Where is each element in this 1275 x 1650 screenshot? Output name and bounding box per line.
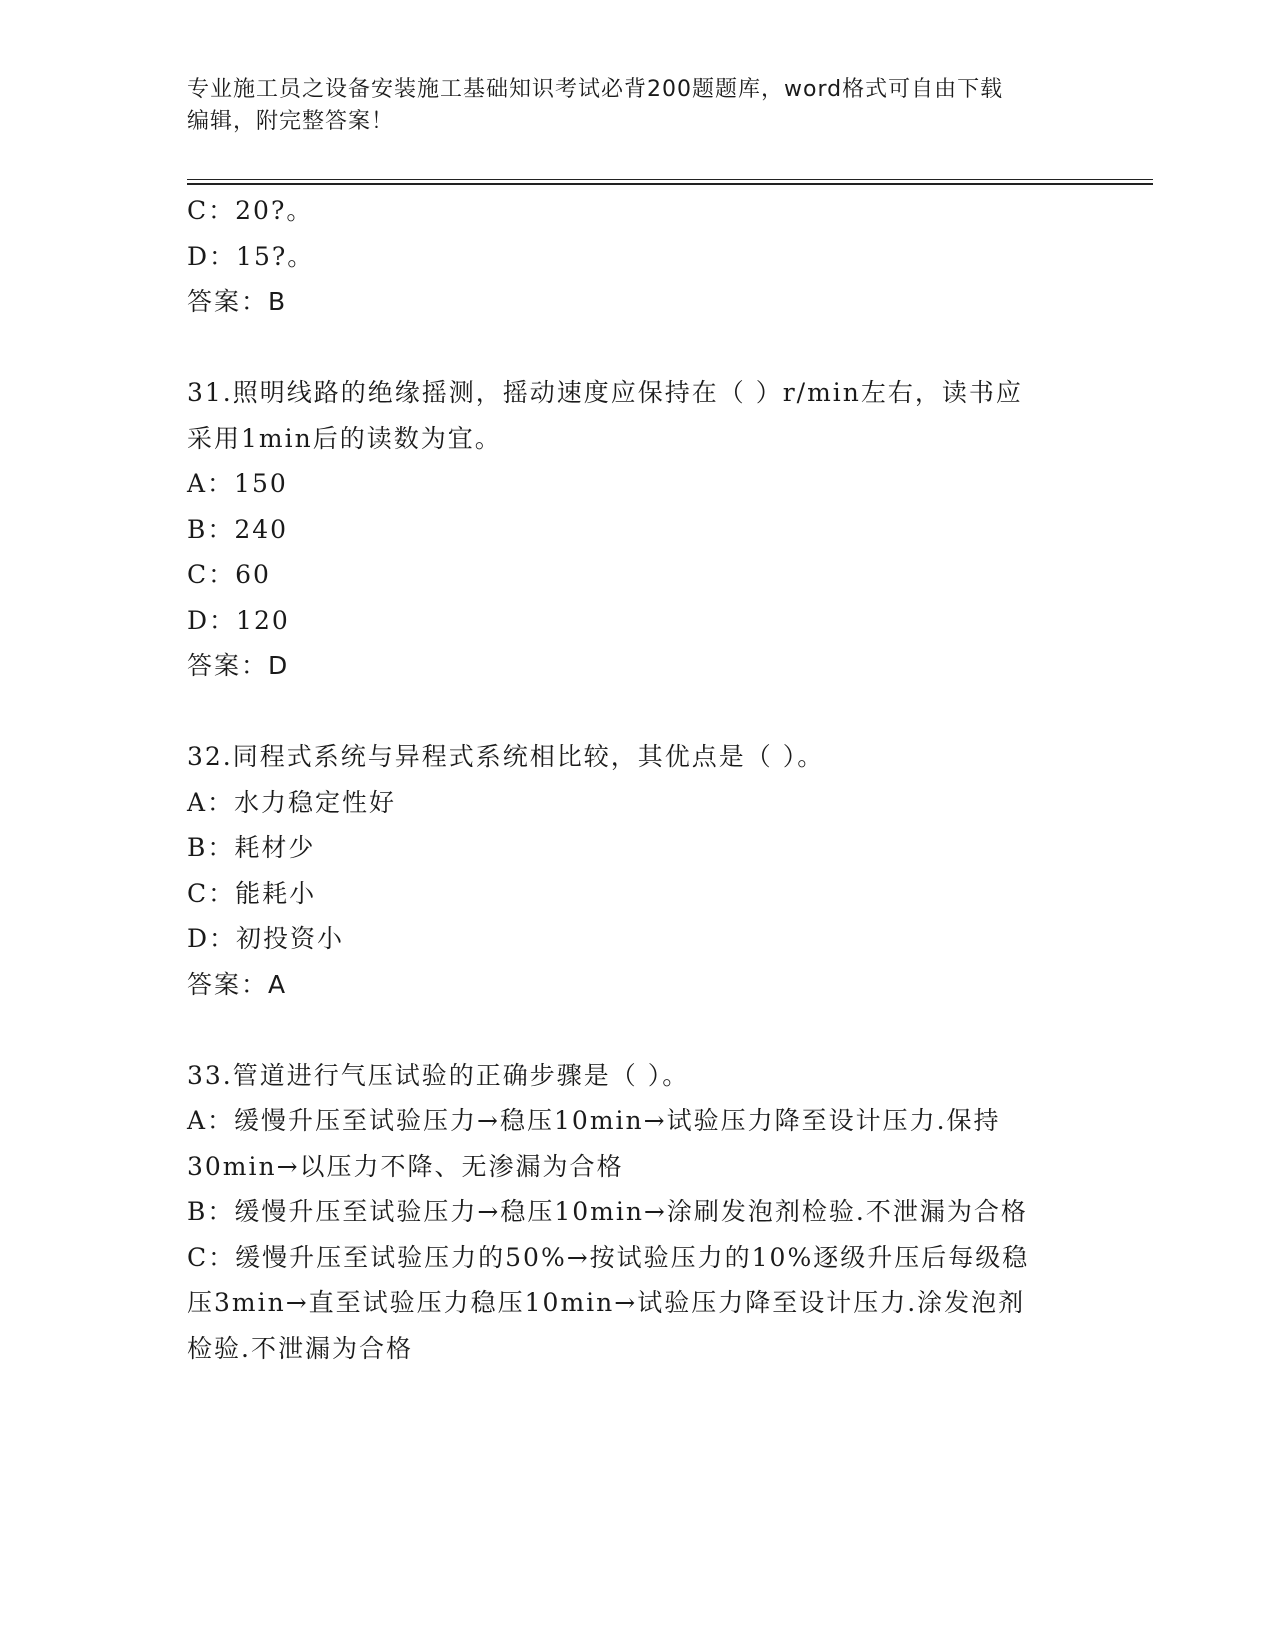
q30-option-d: D：15?。: [187, 241, 315, 271]
document-header: [187, 74, 1087, 138]
spacer: [187, 325, 1087, 371]
q32-answer: 答案：A: [187, 969, 288, 999]
q30-answer: 答案：B: [187, 287, 288, 316]
q31-option-d: D：120: [187, 605, 290, 635]
q32-option-c: C：能耗小: [187, 878, 317, 908]
q31-stem-line-1: 31.照明线路的绝缘摇测，摇动速度应保持在（ ）r/min左右，读书应: [187, 378, 1023, 407]
q32-option-d: D：初投资小: [187, 924, 345, 953]
q33-option-a-line-1: A：缓慢升压至试验压力→稳压10min→试验压力降至设计压力.保持: [187, 1106, 1001, 1135]
q31-stem-line-2: 采用1min后的读数为宜。: [187, 423, 502, 453]
q33-option-c-line-1: C：缓慢升压至试验压力的50%→按试验压力的10%逐级升压后每级稳: [187, 1242, 1030, 1272]
q31-answer: 答案：D: [187, 651, 290, 680]
q33-option-c-line-2: 压3min→直至试验压力稳压10min→试验压力降至设计压力.涂发泡剂: [187, 1288, 1026, 1317]
document-body: [187, 188, 1087, 1371]
q33-option-c-line-3: 检验.不泄漏为合格: [187, 1333, 413, 1363]
header-title-line-2: 编辑，附完整答案！: [187, 109, 395, 134]
q32-option-b: B：耗材少: [187, 833, 316, 862]
q33-stem: 33.管道进行气压试验的正确步骤是（ ）。: [187, 1060, 690, 1090]
q33-option-a-line-2: 30min→以压力不降、无渗漏为合格: [187, 1151, 624, 1181]
q33-option-b: B：缓慢升压至试验压力→稳压10min→涂刷发泡剂检验.不泄漏为合格: [187, 1197, 1028, 1226]
q32-option-a: A：水力稳定性好: [187, 787, 397, 817]
spacer: [187, 689, 1087, 735]
spacer: [187, 1007, 1087, 1053]
header-title-line-1: 专业施工员之设备安装施工基础知识考试必背200题题库，word格式可自由下载: [187, 77, 1004, 102]
header-divider-thick: [187, 183, 1153, 185]
q32-stem: 32.同程式系统与异程式系统相比较，其优点是（ ）。: [187, 742, 825, 771]
q31-option-a: A：150: [187, 469, 288, 498]
q31-option-c: C：60: [187, 560, 271, 589]
header-divider-thin: [187, 179, 1153, 180]
q30-option-c: C：20?。: [187, 196, 314, 225]
q31-option-b: B：240: [187, 514, 289, 544]
